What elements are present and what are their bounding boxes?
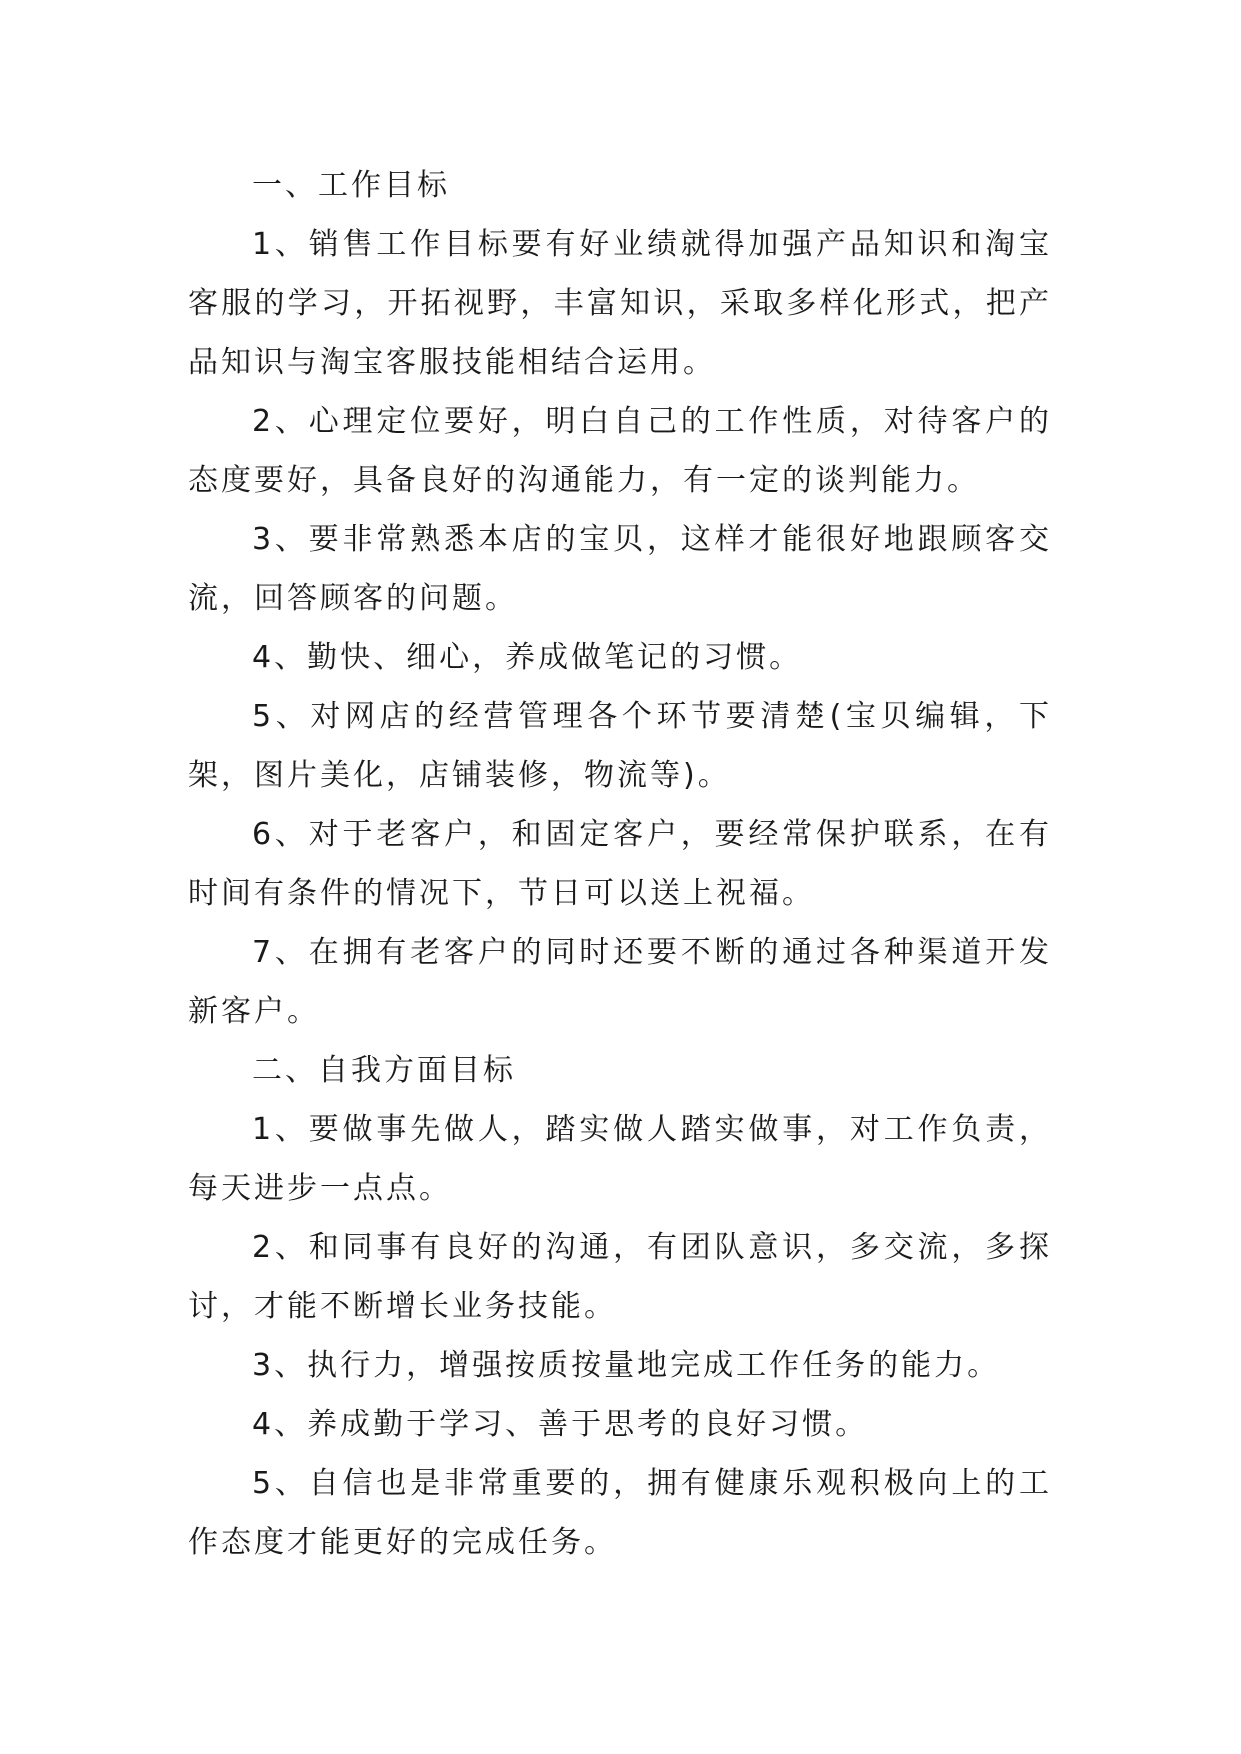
section-heading-work-goals: 一、工作目标 [252, 168, 450, 203]
self-goal-item-1: 1、要做事先做人，踏实做人踏实做事，对工作负责，每天进步一点点。 [188, 1112, 1052, 1206]
self-goal-item-3: 3、执行力，增强按质按量地完成工作任务的能力。 [252, 1348, 1001, 1383]
self-goal-item-5: 5、自信也是非常重要的，拥有健康乐观积极向上的工作态度才能更好的完成任务。 [188, 1466, 1052, 1560]
work-goal-item-3: 3、要非常熟悉本店的宝贝，这样才能很好地跟顾客交流，回答顾客的问题。 [188, 522, 1052, 616]
work-goal-item-7: 7、在拥有老客户的同时还要不断的通过各种渠道开发新客户。 [188, 935, 1052, 1029]
self-goal-item-4: 4、养成勤于学习、善于思考的良好习惯。 [252, 1407, 869, 1442]
work-goal-item-5: 5、对网店的经营管理各个环节要清楚(宝贝编辑，下架，图片美化，店铺装修，物流等)。 [188, 699, 1052, 793]
document-body [188, 156, 1052, 1572]
work-goal-item-2: 2、心理定位要好，明白自己的工作性质，对待客户的态度要好，具备良好的沟通能力，有一定的谈判能力。 [188, 404, 1052, 498]
work-goal-item-6: 6、对于老客户，和固定客户，要经常保护联系，在有时间有条件的情况下，节日可以送上祝福。 [188, 817, 1052, 911]
work-goal-item-4: 4、勤快、细心，养成做笔记的习惯。 [252, 640, 803, 675]
section-heading-self-goals: 二、自我方面目标 [252, 1053, 516, 1088]
self-goal-item-2: 2、和同事有良好的沟通，有团队意识，多交流，多探讨，才能不断增长业务技能。 [188, 1230, 1052, 1324]
work-goal-item-1: 1、销售工作目标要有好业绩就得加强产品知识和淘宝客服的学习，开拓视野，丰富知识，采取多样化形式，把产品知识与淘宝客服技能相结合运用。 [188, 227, 1052, 380]
